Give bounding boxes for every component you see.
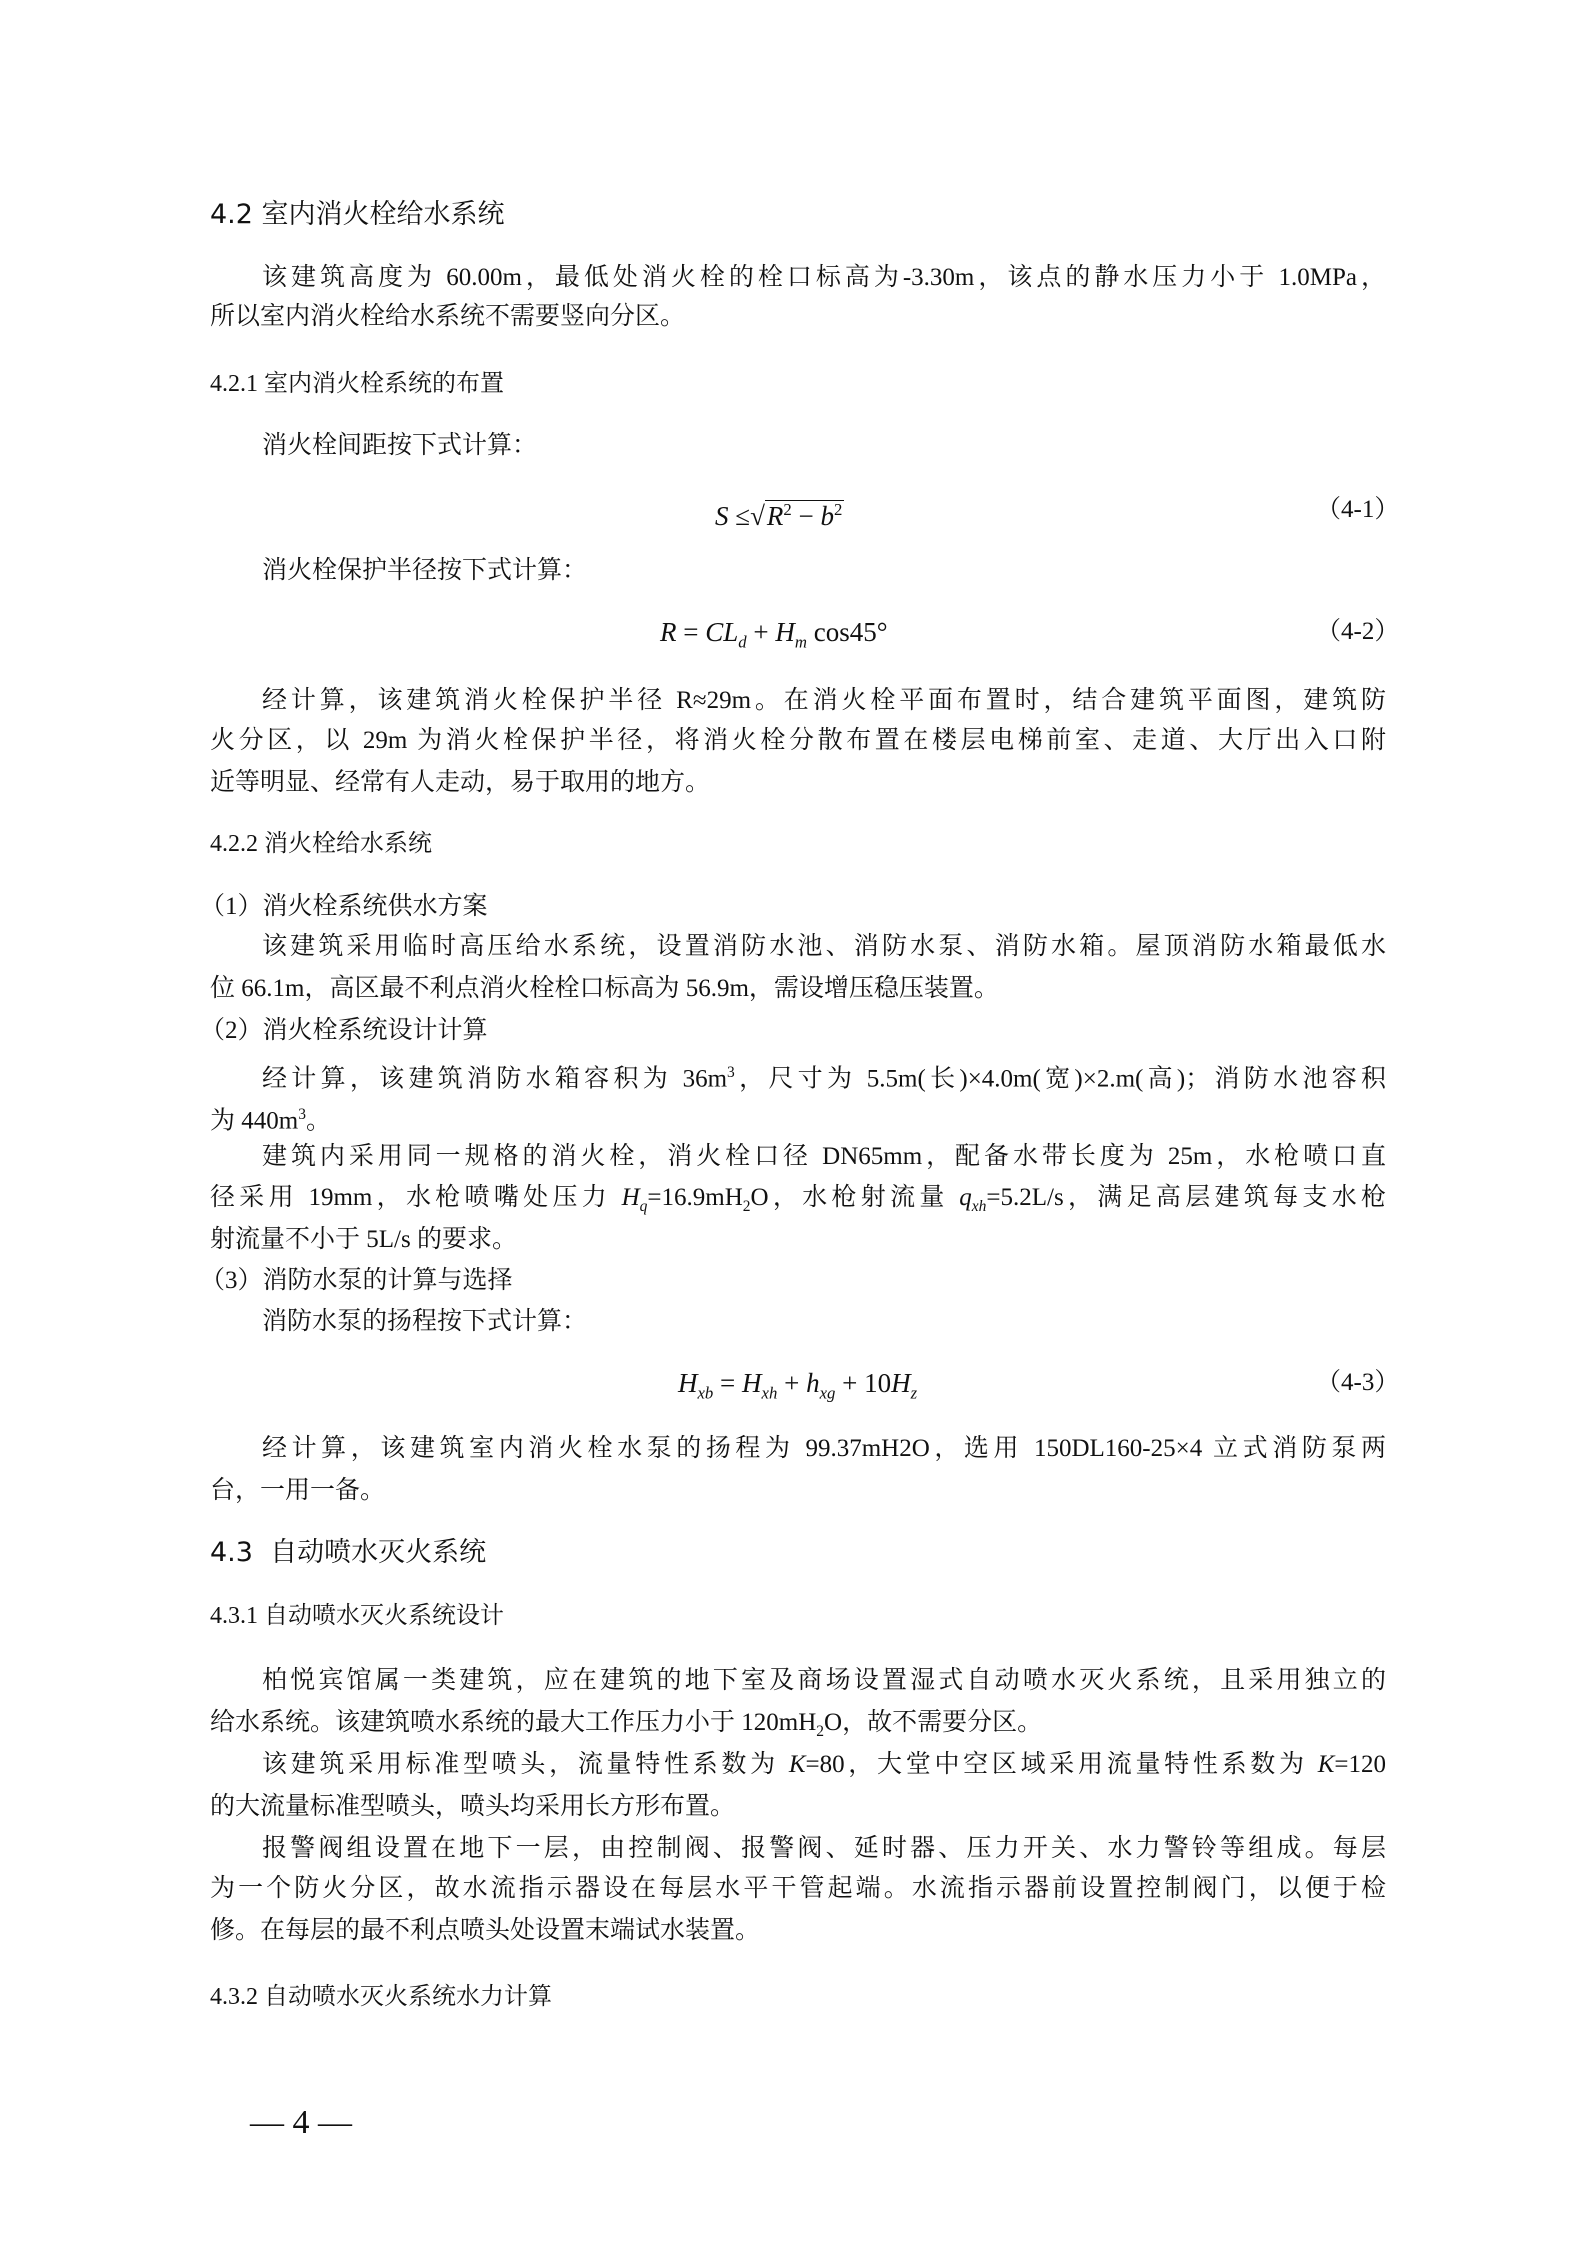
paragraph-line: [210, 1708, 1386, 1747]
subsection-heading-4-2-1: 4.2.1 室内消火栓系统的布置: [210, 371, 504, 397]
eq-exponent: 2: [783, 500, 792, 519]
text-run: 给水系统。该建筑喷水系统的最大工作压力小于 120mH: [210, 1709, 817, 1736]
eq-operator: −: [798, 501, 814, 531]
eq-subscript: xb: [697, 1383, 714, 1403]
text-run: 为 440m: [210, 1107, 299, 1135]
math-symbol: K: [788, 1751, 806, 1778]
subscript: xh: [971, 1198, 987, 1215]
math-symbol: K: [1317, 1751, 1335, 1778]
paragraph-line: 建筑内采用同一规格的消火栓，消火栓口径 DN65mm，配备水带长度为 25m，水枪喷口直: [262, 1143, 1386, 1170]
eq-symbol: R: [660, 617, 677, 647]
item-heading-3: （3）消防水泵的计算与选择: [200, 1267, 513, 1294]
eq-symbol: R: [766, 501, 784, 531]
eq-subscript: xh: [761, 1383, 778, 1403]
item-heading-1: （1）消火栓系统供水方案: [200, 893, 488, 920]
paragraph-line: 消防水泵的扬程按下式计算：: [262, 1308, 588, 1335]
paragraph-line: 的大流量标准型喷头，喷头均采用长方形布置。: [210, 1793, 736, 1820]
text-run: 。: [305, 1107, 331, 1135]
text-run: ，尺寸为 5.5m(长)×4.0m(宽)×2.m(高)；消防水池容积: [734, 1065, 1386, 1093]
text-run: =5.2L/s，满足高层建筑每支水枪: [986, 1184, 1386, 1211]
text-run: =80，大堂中空区域采用流量特性系数为: [805, 1751, 1318, 1778]
eq-operator: =: [720, 1368, 736, 1398]
eq-coefficient: 10: [864, 1368, 892, 1398]
paragraph-line: 柏悦宾馆属一类建筑，应在建筑的地下室及商场设置湿式自动喷水灭火系统，且采用独立的: [262, 1667, 1386, 1694]
sqrt-icon: √: [750, 501, 765, 531]
paragraph-line: 所以室内消火栓给水系统不需要竖向分区。: [210, 303, 686, 330]
subsection-heading-4-3-1: 4.3.1 自动喷水灭火系统设计: [210, 1603, 504, 1629]
paragraph-line: 消火栓间距按下式计算：: [262, 432, 538, 459]
eq-operator: +: [753, 617, 769, 647]
eq-symbol: b: [820, 501, 835, 531]
equation-4-3: [678, 1366, 917, 1410]
text-run: 径采用 19mm，水枪喷嘴处压力: [210, 1184, 622, 1211]
paragraph-line: 报警阀组设置在地下一层，由控制阀、报警阀、延时器、压力开关、水力警铃等组成。每层: [262, 1835, 1386, 1862]
equation-number: （4-3）: [1316, 1369, 1400, 1396]
eq-exponent: 2: [834, 500, 843, 519]
eq-symbol: H: [742, 1368, 762, 1398]
eq-operator: =: [683, 617, 699, 647]
sqrt-radicand: [765, 500, 844, 531]
paragraph-line: [262, 1750, 1386, 1780]
math-symbol: H: [621, 1184, 640, 1211]
paragraph-line: 经计算，该建筑室内消火栓水泵的扬程为 99.37mH2O，选用 150DL160-25×4 立式消防泵两: [262, 1435, 1386, 1462]
page-number: — 4 —: [250, 2104, 352, 2141]
paragraph-line: 射流量不小于 5L/s 的要求。: [210, 1226, 517, 1253]
paragraph-line: 近等明显、经常有人走动，易于取用的地方。: [210, 769, 711, 796]
eq-symbol: H: [678, 1368, 698, 1398]
math-symbol: q: [959, 1184, 972, 1211]
paragraph-line: 消火栓保护半径按下式计算：: [262, 557, 588, 584]
subscript: 2: [816, 1723, 825, 1740]
subsection-heading-4-2-2: 4.2.2 消火栓给水系统: [210, 831, 432, 857]
eq-symbol: H: [891, 1368, 911, 1398]
eq-function: cos45°: [813, 617, 888, 647]
subscript: q: [639, 1198, 648, 1215]
text-run: 经计算，该建筑消防水箱容积为 36m: [262, 1065, 728, 1093]
text-run: =120: [1334, 1751, 1386, 1778]
item-heading-2: （2）消火栓系统设计计算: [200, 1017, 488, 1044]
paragraph-line: 经计算，该建筑消火栓保护半径 R≈29m。在消火栓平面布置时，结合建筑平面图，建筑防: [262, 687, 1386, 714]
superscript: 3: [727, 1064, 735, 1081]
eq-symbol: H: [775, 617, 795, 647]
section-heading-4-2: 4.2 室内消火栓给水系统: [210, 199, 505, 230]
eq-operator: +: [842, 1368, 858, 1398]
text-run: =16.9mH: [647, 1184, 743, 1211]
subsection-heading-4-3-2: 4.3.2 自动喷水灭火系统水力计算: [210, 1984, 552, 2010]
subscript: 2: [742, 1198, 751, 1215]
eq-symbol: h: [806, 1368, 820, 1398]
eq-operator: ≤: [735, 501, 751, 531]
paragraph-line: [262, 1058, 1386, 1094]
text-run: O，故不需要分区。: [824, 1709, 1043, 1736]
text-run: O，水枪射流量: [750, 1184, 960, 1211]
paragraph-line: 为一个防火分区，故水流指示器设在每层水平干管起端。水流指示器前设置控制阀门，以便于检: [210, 1875, 1386, 1902]
eq-symbol: CL: [705, 617, 739, 647]
equation-number: （4-1）: [1316, 496, 1400, 523]
paragraph-line: 位 66.1m，高区最不利点消火栓栓口标高为 56.9m，需设增压稳压装置。: [210, 975, 999, 1002]
text-run: 该建筑采用标准型喷头，流量特性系数为: [262, 1751, 789, 1778]
eq-subscript: xg: [819, 1383, 836, 1403]
paragraph-line: 修。在每层的最不利点喷头处设置末端试水装置。: [210, 1917, 761, 1944]
section-heading-4-3: 4.3 自动喷水灭火系统: [210, 1537, 487, 1568]
eq-subscript: m: [794, 632, 807, 652]
equation-4-2: [660, 615, 888, 659]
eq-subscript: d: [738, 632, 747, 652]
paragraph-line: 台，一用一备。: [210, 1477, 386, 1504]
eq-subscript: z: [910, 1383, 918, 1403]
paragraph-line: [210, 1100, 1386, 1136]
paragraph-line: 火分区，以 29m 为消火栓保护半径，将消火栓分散布置在楼层电梯前室、走道、大厅出入口附: [210, 727, 1386, 754]
equation-number: （4-2）: [1316, 618, 1400, 645]
paragraph-line: 该建筑采用临时高压给水系统，设置消防水池、消防水泵、消防水箱。屋顶消防水箱最低水: [262, 933, 1386, 960]
equation-4-1: [715, 493, 844, 533]
eq-operator: +: [784, 1368, 800, 1398]
paragraph-line: 该建筑高度为 60.00m，最低处消火栓的栓口标高为-3.30m，该点的静水压力小于 1.0MPa，: [262, 264, 1386, 291]
superscript: 3: [298, 1106, 306, 1123]
eq-symbol: S: [715, 501, 729, 531]
paragraph-line: [210, 1183, 1386, 1222]
